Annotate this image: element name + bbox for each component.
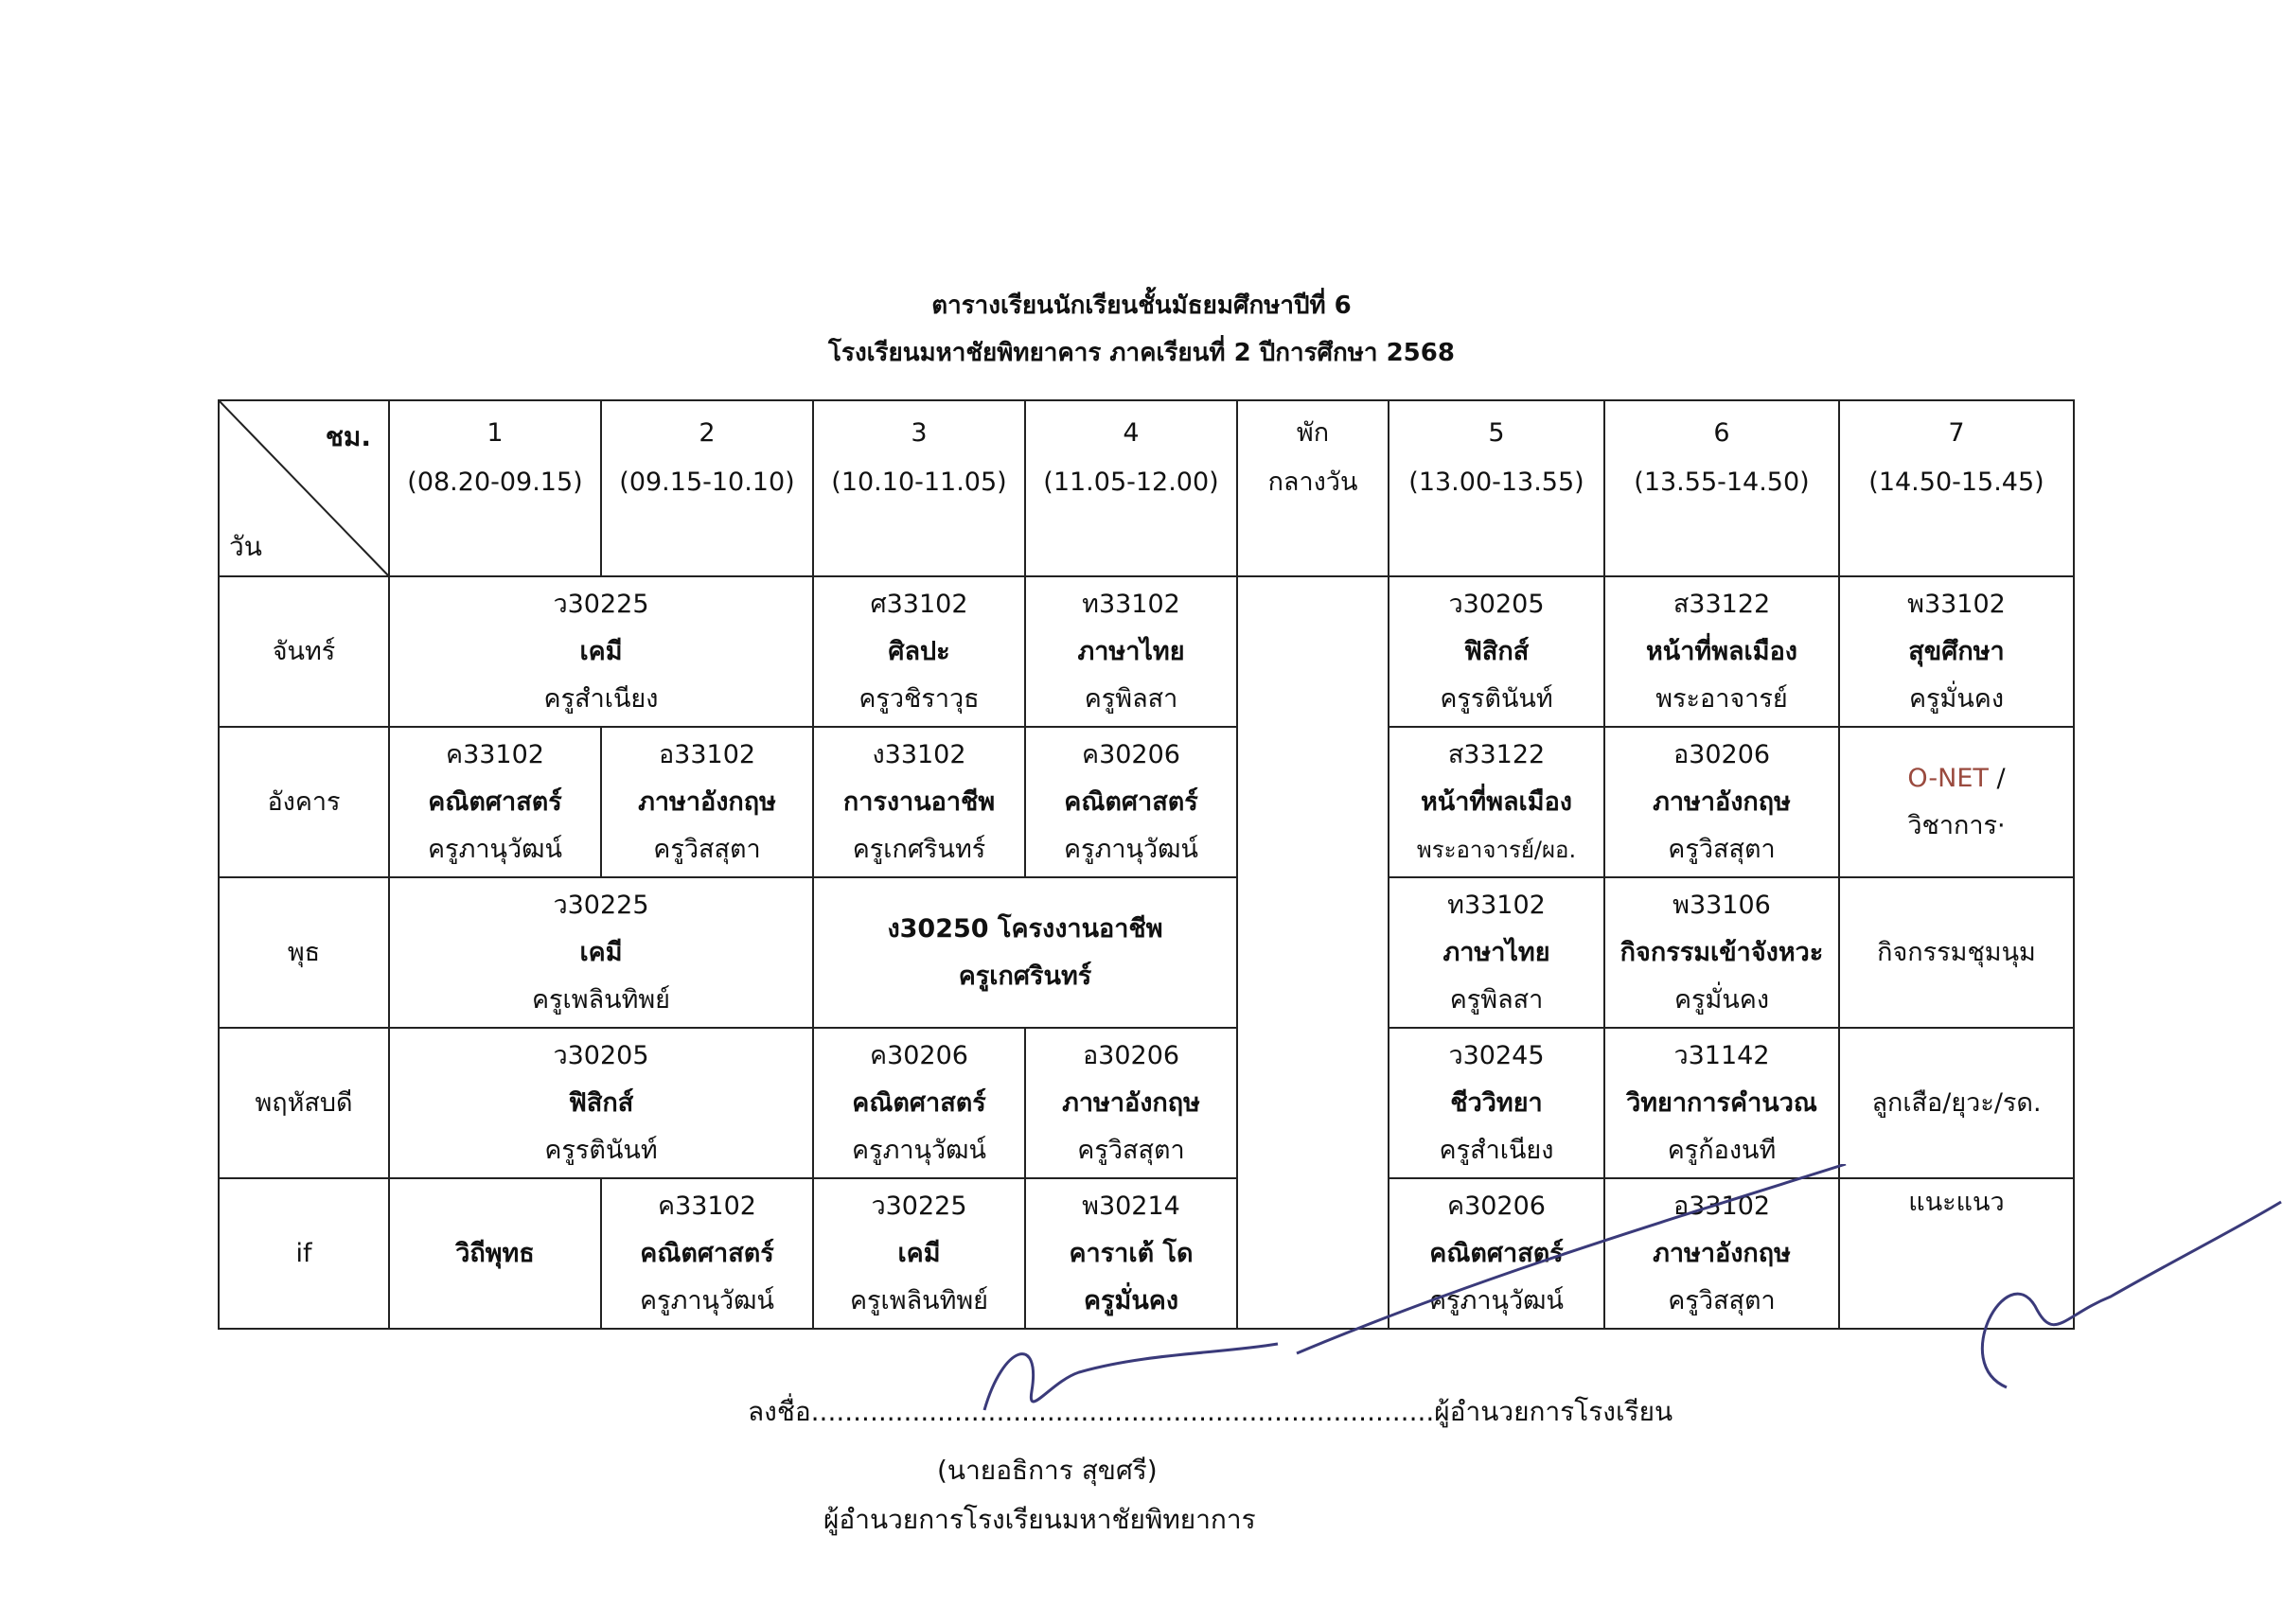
monday-row — [219, 576, 2074, 727]
school-semester-subtitle: โรงเรียนมหาชัยพิทยาคาร ภาคเรียนที่ 2 ปีการศึกษา 2568 — [828, 339, 1455, 367]
signature-line: ลงชื่อ..........................................................................ผู้อำนวยการโรงเรียน — [748, 1396, 1673, 1427]
handwritten-signature-stroke — [1287, 1164, 2283, 1391]
period-header-3: 3 (10.10-11.05) — [813, 400, 1025, 576]
monday-period-7: พ33102 สุขศึกษา ครูมั่นคง — [1839, 576, 2074, 727]
monday-period-5: ว30205 ฟิสิกส์ ครูรตินันท์ — [1389, 576, 1604, 727]
day-label-friday: if — [219, 1178, 389, 1329]
header-row — [219, 400, 2074, 576]
corner-period-label: ชม. — [325, 421, 371, 452]
corner-day-label: วัน — [229, 531, 262, 562]
monday-period-1-2: ว30225 เคมี ครูสำเนียง — [389, 576, 813, 727]
wednesday-period-3-4: ง30250 โครงงานอาชีพ ครูเกศรินทร์ — [813, 877, 1237, 1028]
friday-period-1: วิถีพุทธ — [389, 1178, 601, 1329]
signatory-name: (นายอธิการ สุขศรี) — [937, 1455, 1158, 1486]
schedule-title: ตารางเรียนนักเรียนชั้นมัธยมศึกษาปีที่ 6 — [931, 291, 1352, 320]
wednesday-row — [219, 877, 2074, 1028]
thursday-period-6: ว31142 วิทยาการคำนวณ ครูก้องนที — [1604, 1028, 1839, 1178]
tuesday-row — [219, 727, 2074, 877]
period-header-4: 4 (11.05-12.00) — [1025, 400, 1237, 576]
thursday-period-4: อ30206 ภาษาอังกฤษ ครูวิสสุตา — [1025, 1028, 1237, 1178]
period-header-5: 5 (13.00-13.55) — [1389, 400, 1604, 576]
day-label-thursday: พฤหัสบดี — [219, 1028, 389, 1178]
thursday-period-1-2: ว30205 ฟิสิกส์ ครูรตินันท์ — [389, 1028, 813, 1178]
period-header-7: 7 (14.50-15.45) — [1839, 400, 2074, 576]
friday-period-3: ว30225 เคมี ครูเพลินทิพย์ — [813, 1178, 1025, 1329]
signatory-position: ผู้อำนวยการโรงเรียนมหาชัยพิทยาการ — [823, 1504, 1256, 1535]
monday-period-6: ส33122 หน้าที่พลเมือง พระอาจารย์ — [1604, 576, 1839, 727]
day-label-wednesday: พุธ — [219, 877, 389, 1028]
period-header-2: 2 (09.15-10.10) — [601, 400, 813, 576]
thursday-period-7: ลูกเสือ/ยุวะ/รด. — [1839, 1028, 2074, 1178]
day-label-monday: จันทร์ — [219, 576, 389, 727]
tuesday-period-4: ค30206 คณิตศาสตร์ ครูภานุวัฒน์ — [1025, 727, 1237, 877]
wednesday-period-6: พ33106 กิจกรรมเข้าจังหวะ ครูมั่นคง — [1604, 877, 1839, 1028]
friday-period-6: อ33102 ภาษาอังกฤษ ครูวิสสุตา — [1604, 1178, 1839, 1329]
monday-period-4: ท33102 ภาษาไทย ครูพิลสา — [1025, 576, 1237, 727]
wednesday-period-1-2: ว30225 เคมี ครูเพลินทิพย์ — [389, 877, 813, 1028]
period-header-1: 1 (08.20-09.15) — [389, 400, 601, 576]
tuesday-period-2: อ33102 ภาษาอังกฤษ ครูวิสสุตา — [601, 727, 813, 877]
friday-period-7: แนะแนว — [1839, 1178, 2074, 1329]
tuesday-period-5: ส33122 หน้าที่พลเมือง พระอาจารย์/ผอ. — [1389, 727, 1604, 877]
tuesday-period-6: อ30206 ภาษาอังกฤษ ครูวิสสุตา — [1604, 727, 1839, 877]
tuesday-period-3: ง33102 การงานอาชีพ ครูเกศรินทร์ — [813, 727, 1025, 877]
period-header-6: 6 (13.55-14.50) — [1604, 400, 1839, 576]
corner-cell — [219, 400, 389, 576]
friday-period-5: ค30206 คณิตศาสตร์ ครูภานุวัฒน์ — [1389, 1178, 1604, 1329]
tuesday-period-1: ค33102 คณิตศาสตร์ ครูภานุวัฒน์ — [389, 727, 601, 877]
friday-period-2: ค33102 คณิตศาสตร์ ครูภานุวัฒน์ — [601, 1178, 813, 1329]
thursday-row — [219, 1028, 2074, 1178]
lunch-header: พัก กลางวัน — [1237, 400, 1389, 576]
tuesday-period-7: O-NET / วิชาการ· — [1839, 727, 2074, 877]
thursday-period-3: ค30206 คณิตศาสตร์ ครูภานุวัฒน์ — [813, 1028, 1025, 1178]
wednesday-period-7: กิจกรรมชุมนุม — [1839, 877, 2074, 1028]
wednesday-period-5: ท33102 ภาษาไทย ครูพิลสา — [1389, 877, 1604, 1028]
thursday-period-5: ว30245 ชีววิทยา ครูสำเนียง — [1389, 1028, 1604, 1178]
monday-period-3: ศ33102 ศิลปะ ครูวชิราวุธ — [813, 576, 1025, 727]
friday-period-4: พ30214 คาราเต้ โด ครูมั่นคง — [1025, 1178, 1237, 1329]
day-label-tuesday: อังคาร — [219, 727, 389, 877]
